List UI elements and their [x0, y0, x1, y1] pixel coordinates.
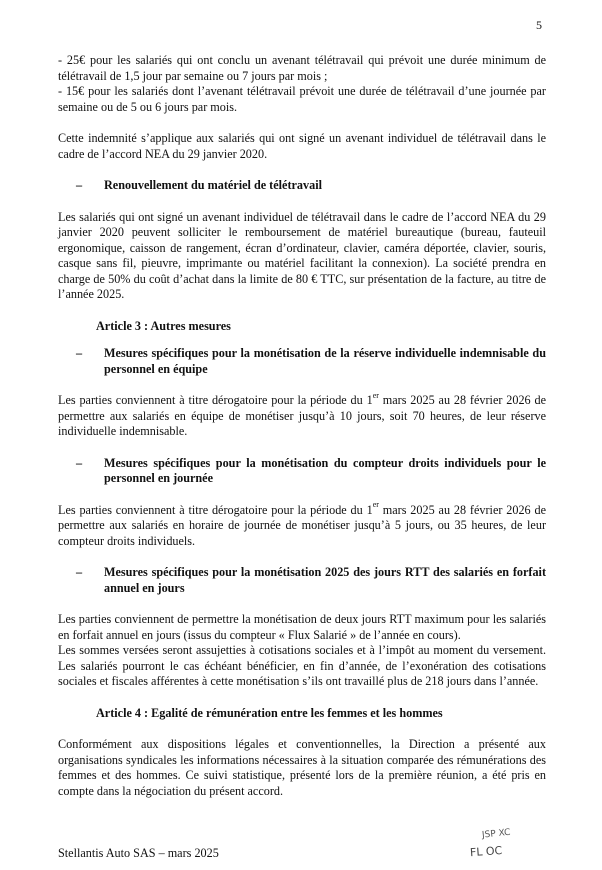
- initials-line-2: FL OC: [469, 844, 503, 860]
- paragraph-contributions: Les sommes versées seront assujetties à cotisations sociales et à l’impôt au moment du versement. Les salariés pourront le cas échéant bénéficier, en fin d’année, de l’exonération des cotisations sociales et fiscales afférentes à cette monétisation s’ils ont travaillé plus de 218 jours dans l’année.: [58, 643, 546, 688]
- heading-dash: –: [76, 346, 83, 360]
- heading-text: Mesures spécifiques pour la monétisation du compteur droits individuels pour le personnel en journée: [104, 455, 546, 485]
- article-3-title: Article 3 : Autres mesures: [96, 318, 231, 333]
- paragraph-amount-25: - 25€ pour les salariés qui ont conclu un avenant télétravail qui prévoit une durée minimum de télétravail de 1,5 jour par semaine ou 7 jours par mois ;: [58, 53, 546, 83]
- paragraph-team-reserve: Les parties conviennent à titre dérogatoire pour la période du 1er mars 2025 au 28 février 2026 de permettre aux salariés en équipe de monétiser jusqu’à 10 jours, soit 70 heures, de leur réserve individuelle indemnisable.: [58, 390, 546, 438]
- handwritten-initials: [468, 824, 548, 860]
- heading-text: Mesures spécifiques pour la monétisation 2025 des jours RTT des salariés en forfait annuel en jours: [104, 565, 546, 595]
- heading-dash: –: [76, 565, 83, 579]
- paragraph-day-counter: Les parties conviennent à titre dérogatoire pour la période du 1er mars 2025 au 28 février 2026 de permettre aux salariés en horaire de journée de monétiser jusqu’à 5 jours, ou 35 heures, de leur compteur droits individuels.: [58, 500, 546, 548]
- section-heading-day-counter: [58, 456, 546, 487]
- paragraph-equal-pay: Conformément aux dispositions légales et conventionnelles, la Direction a présenté aux organisations syndicales les informations nécessaires à la situation comparée des rémunérations des femmes et des hommes. Ce suivi statistique, présenté lors de la première réunion, a été pris en compte dans la négociation du présent accord.: [58, 737, 546, 798]
- initials-line-1: JSP XC: [481, 827, 511, 841]
- paragraph-equipment: Les salariés qui ont signé un avenant individuel de télétravail dans le cadre de l’accord NEA du 29 janvier 2020 peuvent solliciter le remboursement de matériel bureautique (bureau, fauteuil ergonomique, caisson de rangement, écran d’ordinateur, clavier, caméra déportée, clavier, souris, casque sans fil, pieuvre, imprimante ou matériel facilitant la connexion). La société prendra en charge de 50% du coût d’achat dans la limite de 80 € TTC, sur présentation de la facture, au titre de l’année 2025.: [58, 209, 546, 301]
- document-body: [58, 53, 546, 799]
- article-4-title: Article 4 : Egalité de rémunération entre les femmes et les hommes: [96, 705, 443, 720]
- heading-dash: –: [76, 178, 83, 192]
- section-heading-rtt: [58, 565, 546, 596]
- paragraph-rtt: Les parties conviennent de permettre la monétisation de deux jours RTT maximum pour les salariés en forfait annuel en jours (issus du compteur « Flux Salarié » de l’année en cours).: [58, 612, 546, 642]
- page-number: 5: [536, 18, 542, 32]
- paragraph-indemnity-scope: Cette indemnité s’applique aux salariés qui ont signé un avenant individuel de télétravail dans le cadre de l’accord NEA du 29 janvier 2020.: [58, 131, 546, 161]
- paragraph-amount-15: - 15€ pour les salariés dont l’avenant télétravail prévoit une durée de télétravail d’une journée par semaine ou de 5 ou 6 jours par mois.: [58, 84, 546, 114]
- heading-text: Mesures spécifiques pour la monétisation de la réserve individuelle indemnisable du personnel en équipe: [104, 346, 546, 376]
- heading-dash: –: [76, 455, 83, 470]
- section-heading-team-reserve: [58, 346, 546, 377]
- footer-text: Stellantis Auto SAS – mars 2025: [58, 846, 219, 860]
- heading-text: Renouvellement du matériel de télétravail: [104, 178, 322, 192]
- section-heading-equipment: [58, 178, 546, 194]
